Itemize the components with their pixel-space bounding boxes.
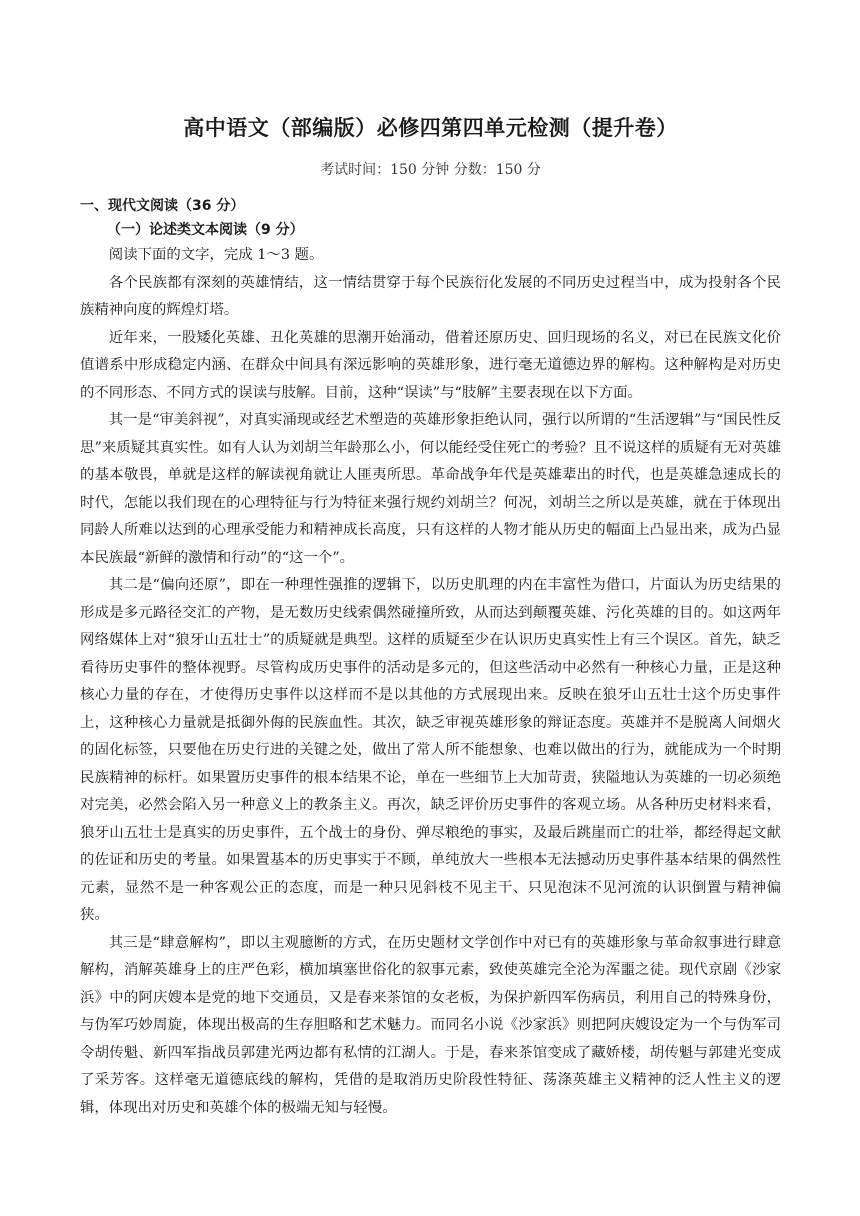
passage-paragraph: 近年来，一股矮化英雄、丑化英雄的思潮开始涌动，借着还原历史、回归现场的名义，对已在民族文化价值谱系中形成稳定内涵、在群众中间具有深远影响的英雄形象，进行毫无道德边界的解构。这种解构是对历史的不同形态、不同方式的误读与肢解。目前，这种“误读”与“肢解”主要表现在以下方面。 [80, 329, 781, 401]
section-heading: 一、现代文阅读（36 分） [80, 198, 245, 214]
subsection-heading: （一）论述类文本阅读（9 分） [107, 222, 304, 238]
passage-paragraph: 其二是“偏向还原”，即在一种理性强推的逻辑下，以历史肌理的内在丰富性为借口，片面认为历史结果的形成是多元路径交汇的产物，是无数历史线索偶然碰撞所致，从而达到颠覆英雄、污化英雄的目的。如这两年网络媒体上对“狼牙山五壮士”的质疑就是典型。这样的质疑至少在认识历史真实性上有三个误区。首先，缺乏看待历史事件的整体视野。尽管构成历史事件的活动是多元的，但这些活动中必然有一种核心力量，正是这种核心力量的存在，才使得历史事件以这样而不是以其他的方式展现出来。反映在狼牙山五壮士这个历史事件上，这种核心力量就是抵御外侮的民族血性。其次，缺乏审视英雄形象的辩证态度。英雄并不是脱离人间烟火的固化标签，只要他在历史行进的关键之处，做出了常人所不能想象、也难以做出的行为，就能成为一个时期民族精神的标杆。如果置历史事件的根本结果不论，单在一些细节上大加苛责，狭隘地认为英雄的一切必须绝对完美，必然会陷入另一种意义上的教条主义。再次，缺乏评价历史事件的客观立场。从各种历史材料来看，狼牙山五壮士是真实的历史事件，五个战士的身份、弹尽粮绝的事实，及最后跳崖而亡的壮举，都经得起文献的佐证和历史的考量。如果置基本的历史事实于不顾，单纯放大一些根本无法撼动历史事件基本结果的偶然性元素，显然不是一种客观公正的态度，而是一种只见斜枝不见主干、只见泡沫不见河流的认识倒置与精神偏狭。 [80, 577, 781, 923]
reading-passage [80, 242, 781, 1122]
passage-paragraph: 各个民族都有深刻的英雄情结，这一情结贯穿于每个民族衍化发展的不同历史过程当中，成为投射各个民族精神向度的辉煌灯塔。 [80, 274, 781, 318]
passage-paragraph: 其三是“肆意解构”，即以主观臆断的方式，在历史题材文学创作中对已有的英雄形象与革命叙事进行肆意解构，消解英雄身上的庄严色彩，横加填塞世俗化的叙事元素，致使英雄完全沦为浑噩之徒。现代京剧《沙家浜》中的阿庆嫂本是党的地下交通员，又是春来茶馆的女老板，为保护新四军伤病员，利用自己的特殊身份，与伪军巧妙周旋，体现出极高的生存胆略和艺术魅力。而同名小说《沙家浜》则把阿庆嫂设定为一个与伪军司令胡传魁、新四军指战员郭建光两边都有私情的江湖人。于是，春来茶馆变成了藏娇楼，胡传魁与郭建光变成了采芳客。这样毫无道德底线的解构，凭借的是取消历史阶段性特征、荡涤英雄主义精神的泛人性主义的逻辑，体现出对历史和英雄个体的极端无知与轻慢。 [80, 934, 781, 1116]
passage-paragraph: 其一是“审美斜视”，对真实涌现或经艺术塑造的英雄形象拒绝认同，强行以所谓的“生活逻辑”与“国民性反思”来质疑其真实性。如有人认为刘胡兰年龄那么小，何以能经受住死亡的考验？且不说这样的质疑有无对英雄的基本敬畏，单就是这样的解读视角就让人匪夷所思。革命战争年代是英雄辈出的时代，也是英雄急速成长的时代，怎能以我们现在的心理特征与行为特征来强行规约刘胡兰？何况，刘胡兰之所以是英雄，就在于体现出同龄人所难以达到的心理承受能力和精神成长高度，只有这样的人物才能从历史的幅面上凸显出来，成为凸显本民族最“新鲜的激情和行动”的“这一个”。 [80, 412, 781, 566]
exam-info: 考试时间：150 分钟 分数：150 分 [320, 162, 541, 178]
document-title: 高中语文（部编版）必修四第四单元检测（提升卷） [183, 116, 678, 140]
instruction-paragraph: 阅读下面的文字，完成 1～3 题。 [108, 247, 324, 263]
